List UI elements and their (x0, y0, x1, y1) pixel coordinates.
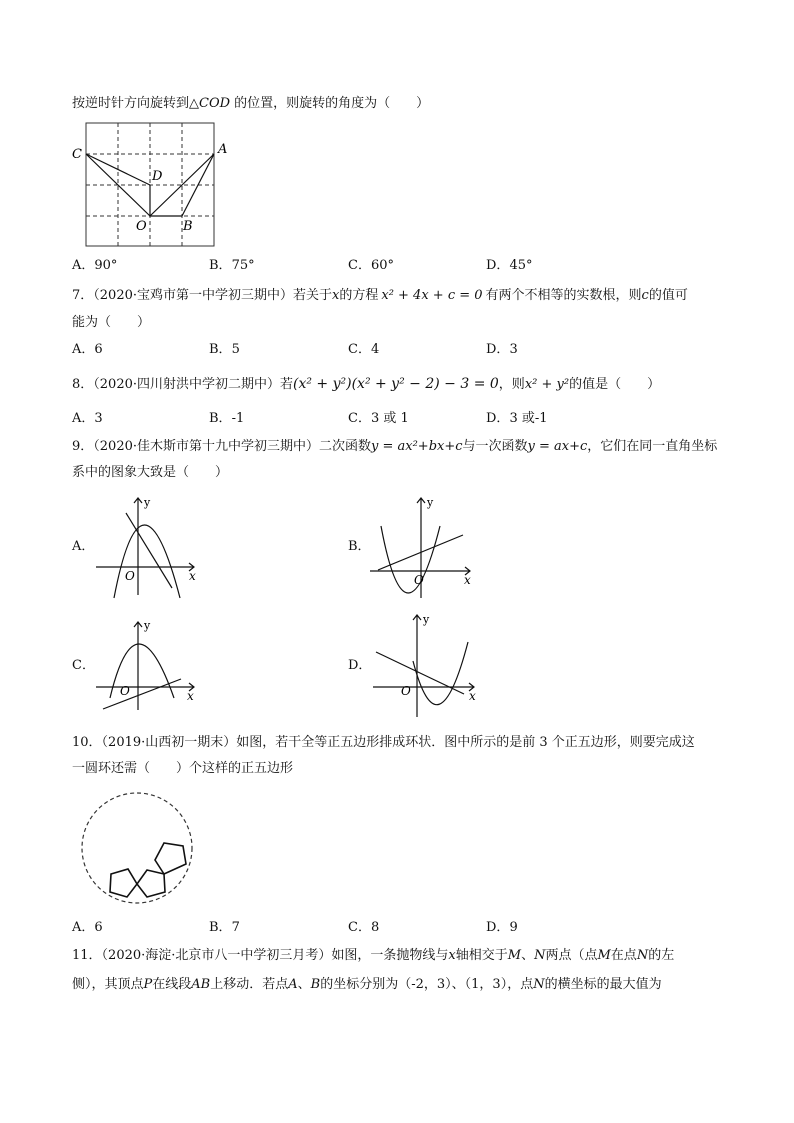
q10-option-b[interactable]: B．7 (209, 920, 240, 935)
q11-stem-line2: 侧），其顶点P在线段AB上移动．若点A、B的坐标分别为（-2，3）、（1，3），点N的横坐标的最大值为 (72, 977, 662, 992)
q6-option-d[interactable]: D．45° (486, 258, 533, 273)
pentagon-ring-figure (72, 790, 197, 905)
y-axis-label: y (427, 496, 434, 509)
y-axis-label: y (144, 496, 151, 509)
q8-option-c[interactable]: C．3 或 1 (348, 411, 409, 426)
q8-stem: 8．（2020·四川射洪中学初二期中）若(x² + y²)(x² + y² − 2) − 3 = 0，则x² + y²的值是（ ） (72, 376, 661, 392)
q6-cod: COD (199, 96, 231, 111)
q9-option-c[interactable]: C． (72, 658, 95, 673)
rotation-grid-figure (70, 118, 230, 253)
q9-option-b[interactable]: B． (348, 539, 371, 554)
x-axis-label: x (469, 689, 476, 703)
q11-stem-line1: 11．（2020·海淀·北京市八一中学初三月考）如图，一条抛物线与x轴相交于M、N两点（点M在点N的左 (72, 948, 675, 963)
q6-text-a: 按逆时针方向旋转到 (72, 96, 190, 111)
q9-option-d[interactable]: D． (348, 658, 372, 673)
q7-option-c[interactable]: C．4 (348, 342, 380, 357)
q8-equation: (x² + y²)(x² + y² − 2) − 3 = 0 (293, 376, 499, 392)
q6-option-b[interactable]: B．75° (209, 258, 255, 273)
point-d-label: D (152, 169, 163, 184)
pentagon-1 (110, 869, 137, 897)
q6-option-c[interactable]: C．60° (348, 258, 394, 273)
q10-option-d[interactable]: D．9 (486, 920, 518, 935)
q9-graph-d (368, 612, 478, 722)
q8-option-d[interactable]: D．3 或-1 (486, 411, 548, 426)
q7-option-b[interactable]: B．5 (209, 342, 240, 357)
q7-var-c: c (641, 288, 649, 303)
y-axis-label: y (144, 619, 151, 632)
origin-label: O (414, 573, 424, 587)
q7-option-a[interactable]: A．6 (72, 342, 103, 357)
triangle-symbol: △ (189, 96, 200, 111)
q6-option-a[interactable]: A．90° (72, 258, 118, 273)
origin-label: O (125, 569, 135, 583)
q10-stem-line2: 一圆环还需（ ）个这样的正五边形 (72, 761, 294, 776)
q9-graph-c (94, 612, 204, 722)
q6-stem-line1 (72, 95, 429, 113)
origin-label: O (120, 684, 130, 698)
q7-equation: x² + 4x + c = 0 (381, 288, 483, 303)
pentagon-2 (137, 870, 165, 897)
x-axis-label: x (187, 689, 194, 703)
q10-option-a[interactable]: A．6 (72, 920, 103, 935)
q9-stem-line2: 系中的图象大致是（ ） (72, 465, 229, 480)
point-c-label: C (72, 147, 82, 162)
q9-graph-a (94, 490, 204, 600)
y-axis-label: y (423, 613, 430, 626)
point-a-label: A (218, 142, 228, 157)
q9-stem-line1: 9．（2020·佳木斯市第十九中学初三期中）二次函数y = ax²+bx+c与一次函数y = ax+c，它们在同一直角坐标 (72, 439, 718, 454)
point-b-label: B (183, 219, 193, 234)
q10-stem-line1: 10．（2019·山西初一期末）如图，若干全等正五边形排成环状．图中所示的是前 3 个正五边形，则要完成这 (72, 735, 695, 750)
q7-stem-line2: 能为（ ） (72, 315, 151, 330)
x-axis-label: x (189, 569, 196, 583)
q7-option-d[interactable]: D．3 (486, 342, 518, 357)
x-axis-label: x (464, 573, 471, 587)
origin-label: O (401, 684, 411, 698)
q8-option-a[interactable]: A．3 (72, 411, 103, 426)
point-o-label: O (136, 219, 147, 234)
q6-text-b: 的位置，则旋转的角度为（ ） (230, 96, 430, 111)
q10-option-c[interactable]: C．8 (348, 920, 380, 935)
q7-var-x: x (332, 288, 340, 303)
q7-stem-line1: 7．（2020·宝鸡市第一中学初三期中）若关于x的方程 x² + 4x + c = 0 有两个不相等的实数根，则c的值可 (72, 288, 688, 303)
q9-graph-b (368, 490, 478, 600)
q8-option-b[interactable]: B．-1 (209, 411, 245, 426)
pentagon-3 (155, 843, 186, 874)
q9-quadratic: y = ax²+bx+c (371, 439, 463, 454)
q9-option-a[interactable]: A． (72, 539, 95, 554)
q9-linear: y = ax+c (527, 439, 588, 454)
q8-expression: x² + y² (524, 377, 570, 392)
